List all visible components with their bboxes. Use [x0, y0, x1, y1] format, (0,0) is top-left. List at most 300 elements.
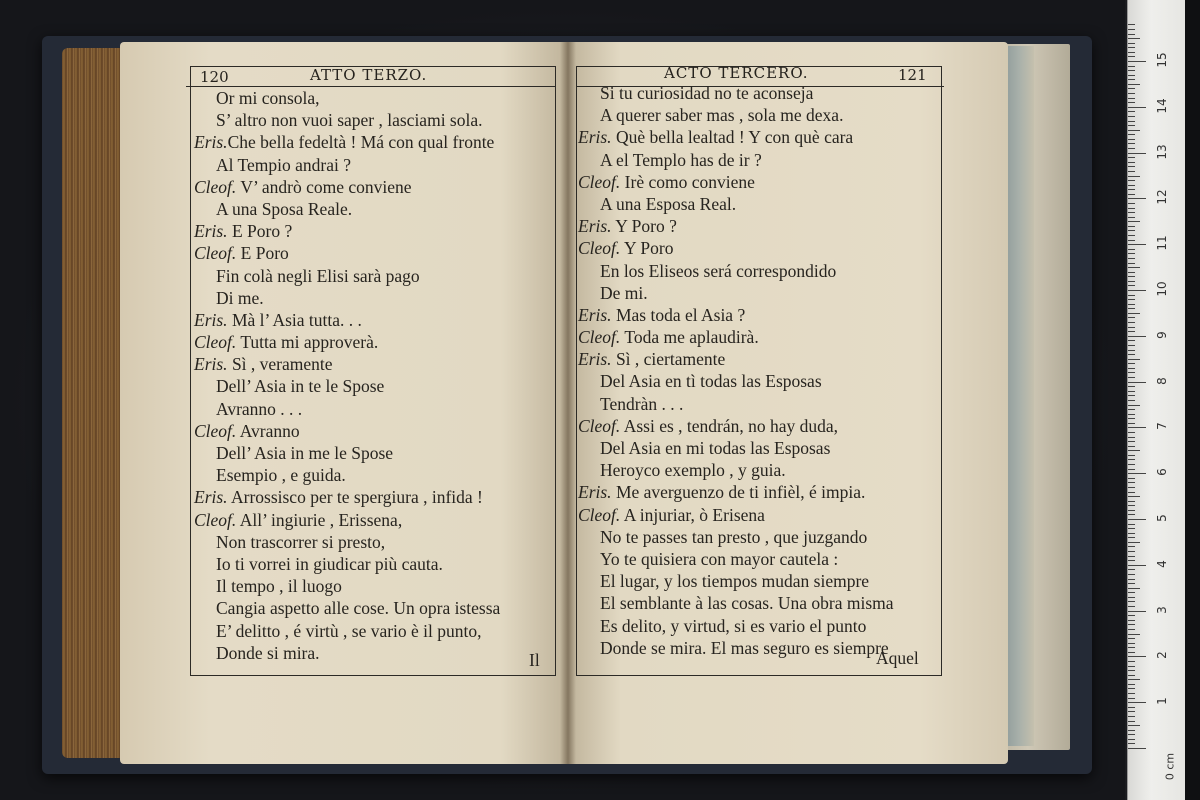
line-text: Arrossisco per te spergiura , infida !	[227, 487, 483, 508]
ruler-tick	[1128, 84, 1140, 85]
text-line	[194, 176, 554, 198]
ruler-tick	[1128, 24, 1135, 25]
ruler-tick	[1128, 386, 1135, 387]
text-line	[194, 597, 554, 619]
ruler-tick	[1128, 679, 1140, 680]
text-line	[194, 464, 554, 486]
left-text-lines	[194, 87, 554, 664]
ruler-tick	[1128, 542, 1140, 543]
ruler-tick	[1128, 102, 1135, 103]
line-text: All’ ingiurie , Erissena,	[236, 509, 403, 530]
text-line	[194, 575, 554, 597]
ruler-tick	[1128, 711, 1135, 712]
ruler-tick	[1128, 395, 1135, 396]
ruler-tick	[1128, 519, 1146, 520]
ruler-tick	[1128, 166, 1135, 167]
line-text: Del Asia en tì todas las Esposas	[600, 371, 822, 392]
ruler-tick	[1128, 226, 1135, 227]
ruler-tick	[1128, 624, 1135, 625]
ruler-tick	[1128, 698, 1135, 699]
ruler-tick	[1128, 450, 1140, 451]
speaker-name: Cleof.	[578, 504, 621, 525]
ruler-tick	[1128, 510, 1135, 511]
line-text: Al Tempio andrai ?	[216, 154, 352, 175]
line-text: Mà l’ Asia tutta. . .	[227, 309, 362, 330]
ruler-tick	[1128, 400, 1135, 401]
ruler-tick	[1128, 322, 1135, 323]
speaker-name: Cleof.	[578, 238, 621, 259]
speaker-name: Eris.	[578, 304, 612, 325]
ruler-tick	[1128, 176, 1140, 177]
line-text: Di me.	[216, 287, 264, 308]
ruler-tick	[1128, 734, 1135, 735]
right-page-number: 121	[898, 66, 927, 84]
ruler-tick	[1128, 546, 1135, 547]
ruler-tick	[1128, 285, 1135, 286]
ruler-number: 2	[1155, 651, 1169, 660]
ruler-tick	[1128, 313, 1140, 314]
line-text: En los Eliseos será correspondido	[600, 260, 837, 281]
line-text: Me averguenzo de ti infièl, é impia.	[611, 482, 866, 503]
line-text: Donde si mira.	[216, 642, 320, 663]
ruler-tick	[1128, 198, 1146, 199]
ruler-tick	[1128, 350, 1135, 351]
ruler-tick	[1128, 414, 1135, 415]
line-text: Il tempo , il luogo	[216, 576, 342, 597]
speaker-name: Eris.	[578, 482, 612, 503]
ruler-tick	[1128, 61, 1146, 62]
text-line	[578, 149, 940, 171]
text-line	[194, 486, 554, 508]
ruler-tick	[1128, 579, 1135, 580]
ruler-number: 11	[1155, 235, 1169, 251]
ruler-tick	[1128, 354, 1135, 355]
ruler-tick	[1128, 391, 1135, 392]
ruler-tick	[1128, 185, 1135, 186]
ruler-tick	[1128, 299, 1135, 300]
ruler-tick	[1128, 684, 1135, 685]
line-text: Donde se mira. El mas seguro es siempre	[600, 637, 889, 658]
ruler-tick	[1128, 253, 1135, 254]
ruler-tick	[1128, 308, 1135, 309]
ruler-tick	[1128, 116, 1135, 117]
ruler-tick	[1128, 290, 1146, 291]
line-text: Y Poro ?	[611, 216, 677, 237]
text-line	[578, 171, 940, 193]
text-line	[194, 87, 554, 109]
ruler-tick	[1128, 533, 1135, 534]
ruler-tick	[1128, 56, 1135, 57]
text-line	[578, 82, 940, 104]
line-text: Tutta mi approverà.	[236, 332, 379, 353]
line-text: El lugar, y los tiempos mudan siempre	[600, 571, 870, 592]
ruler-tick	[1128, 505, 1135, 506]
ruler-tick	[1128, 656, 1146, 657]
ruler-number: 9	[1155, 330, 1169, 339]
line-text: E Poro ?	[227, 221, 293, 242]
ruler-tick	[1128, 524, 1135, 525]
ruler-tick	[1128, 643, 1135, 644]
ruler-number: 4	[1155, 559, 1169, 568]
ruler-tick	[1128, 208, 1135, 209]
ruler-tick	[1128, 43, 1135, 44]
ruler-tick	[1128, 304, 1135, 305]
ruler-tick	[1128, 652, 1135, 653]
line-text: Irè como conviene	[620, 171, 755, 192]
ruler-number: 14	[1155, 98, 1169, 114]
ruler-tick	[1128, 189, 1135, 190]
text-line	[194, 131, 554, 153]
ruler-tick	[1128, 34, 1135, 35]
line-text: De mi.	[600, 282, 648, 303]
ruler-tick	[1128, 423, 1135, 424]
page-edges-inner	[1004, 46, 1034, 746]
ruler-tick	[1128, 180, 1135, 181]
ruler-tick	[1128, 249, 1135, 250]
ruler-tick	[1128, 88, 1135, 89]
ruler-tick	[1128, 464, 1135, 465]
speaker-name: Cleof.	[578, 415, 621, 436]
ruler-tick	[1128, 615, 1135, 616]
text-line	[194, 154, 554, 176]
text-line	[578, 592, 940, 614]
ruler-tick	[1128, 363, 1135, 364]
ruler-tick	[1128, 52, 1135, 53]
ruler-tick	[1128, 446, 1135, 447]
text-line	[194, 642, 554, 664]
ruler-tick	[1128, 157, 1135, 158]
ruler-tick	[1128, 597, 1135, 598]
line-text: Es delito, y virtud, si es vario el punto	[600, 615, 867, 636]
ruler-tick	[1128, 716, 1135, 717]
speaker-name: Eris.	[578, 216, 612, 237]
ruler-tick	[1128, 666, 1135, 667]
ruler-unit-label: 0 cm	[1163, 752, 1177, 781]
text-line	[194, 398, 554, 420]
ruler-tick	[1128, 230, 1135, 231]
text-line	[578, 126, 940, 148]
text-line	[194, 331, 554, 353]
line-text: Toda me aplaudirà.	[620, 327, 759, 348]
book-gutter	[560, 42, 576, 764]
ruler-number: 5	[1155, 514, 1169, 522]
speaker-name: Cleof.	[194, 420, 237, 441]
ruler-tick	[1128, 432, 1135, 433]
ruler-tick	[1128, 514, 1135, 515]
ruler-tick	[1128, 405, 1140, 406]
text-line	[578, 415, 940, 437]
ruler-tick	[1128, 79, 1135, 80]
ruler-tick	[1128, 217, 1135, 218]
ruler-tick	[1128, 437, 1135, 438]
ruler-tick	[1128, 675, 1135, 676]
line-text: Sì , veramente	[227, 354, 333, 375]
ruler-tick	[1128, 340, 1135, 341]
ruler-tick	[1128, 244, 1146, 245]
line-text: Avranno	[236, 420, 300, 441]
line-text: Cangia aspetto alle cose. Un opra istessa	[216, 598, 501, 619]
ruler-number: 13	[1155, 143, 1169, 160]
line-text: Non trascorrer si presto,	[216, 531, 386, 552]
line-text: Sì , ciertamente	[611, 349, 726, 370]
text-line	[578, 348, 940, 370]
text-line	[578, 570, 940, 592]
text-line	[578, 548, 940, 570]
ruler-tick	[1128, 327, 1135, 328]
line-text: Dell’ Asia in te le Spose	[216, 376, 385, 397]
ruler-tick	[1128, 743, 1135, 744]
line-text: Dell’ Asia in me le Spose	[216, 443, 394, 463]
ruler-tick	[1128, 638, 1135, 639]
ruler-tick	[1128, 372, 1135, 373]
line-text: Io ti vorrei in giudicar più cauta.	[216, 553, 443, 574]
text-line	[578, 393, 940, 415]
ruler-tick	[1128, 331, 1135, 332]
ruler-tick	[1128, 473, 1146, 474]
line-text: Mas toda el Asia ?	[611, 304, 746, 325]
ruler-tick	[1128, 47, 1135, 48]
ruler-tick	[1128, 75, 1135, 76]
ruler-tick	[1128, 171, 1135, 172]
speaker-name: Eris.	[194, 309, 228, 330]
text-line	[194, 531, 554, 553]
text-line	[578, 215, 940, 237]
ruler-tick	[1128, 620, 1135, 621]
text-line	[578, 370, 940, 392]
speaker-name: Cleof.	[194, 509, 237, 530]
line-text: E’ delitto , é virtù , se vario è il punto,	[216, 620, 482, 641]
text-line	[194, 198, 554, 220]
text-line	[194, 287, 554, 309]
text-line	[194, 109, 554, 131]
text-line	[578, 282, 940, 304]
ruler-number: 7	[1155, 422, 1169, 431]
ruler-number: 10	[1155, 281, 1169, 297]
text-line	[578, 326, 940, 348]
ruler-tick	[1128, 611, 1146, 612]
text-line	[194, 442, 554, 464]
ruler-tick	[1128, 345, 1135, 346]
line-text: Heroyco exemplo , y guia.	[600, 460, 786, 481]
ruler-tick	[1128, 336, 1146, 337]
line-text: Che bella fedeltà ! Má con qual fronte	[227, 132, 495, 153]
ruler-tick	[1128, 409, 1135, 410]
ruler-tick	[1128, 258, 1135, 259]
ruler-tick	[1128, 107, 1146, 108]
text-line	[194, 553, 554, 575]
speaker-name: Cleof.	[194, 176, 237, 197]
ruler-tick	[1128, 98, 1135, 99]
line-text: A injuriar, ò Erisena	[620, 504, 765, 525]
ruler-tick	[1128, 634, 1140, 635]
ruler-tick	[1128, 38, 1140, 39]
line-text: Si tu curiosidad no te aconseja	[600, 83, 814, 103]
ruler-tick	[1128, 482, 1135, 483]
line-text: Assi es , tendrán, no hay duda,	[620, 415, 839, 436]
line-text: S’ altro non vuoi saper , lasciami sola.	[216, 110, 483, 131]
speaker-name: Eris.	[578, 127, 612, 148]
ruler-tick	[1128, 702, 1146, 703]
text-line	[578, 459, 940, 481]
ruler-tick	[1128, 317, 1135, 318]
right-running-head: ACTO TERCERO.	[664, 64, 809, 82]
ruler-tick	[1128, 569, 1135, 570]
ruler-tick	[1128, 295, 1135, 296]
ruler-tick	[1128, 739, 1135, 740]
ruler-tick	[1128, 272, 1135, 273]
ruler-tick	[1128, 276, 1135, 277]
line-text: Yo te quisiera con mayor cautela :	[600, 548, 839, 569]
ruler-edge	[1185, 0, 1200, 800]
ruler-tick	[1128, 368, 1135, 369]
line-text: Y Poro	[620, 238, 674, 259]
ruler-tick	[1128, 148, 1135, 149]
ruler-tick	[1128, 574, 1135, 575]
ruler-tick	[1128, 725, 1140, 726]
line-text: A una Esposa Real.	[600, 193, 737, 214]
ruler-tick	[1128, 496, 1140, 497]
right-text-lines	[578, 82, 940, 659]
ruler-tick	[1128, 537, 1135, 538]
ruler-tick	[1128, 455, 1135, 456]
speaker-name: Eris.	[578, 349, 612, 370]
ruler-tick	[1128, 601, 1135, 602]
ruler-tick	[1128, 93, 1135, 94]
ruler-tick	[1128, 501, 1135, 502]
text-line	[194, 620, 554, 642]
line-text: A el Templo has de ir ?	[600, 149, 762, 170]
speaker-name: Eris.	[194, 132, 228, 153]
text-line	[578, 437, 940, 459]
ruler-number: 8	[1155, 376, 1169, 385]
ruler-number: 12	[1155, 189, 1169, 206]
ruler-tick	[1128, 134, 1135, 135]
ruler-tick	[1128, 121, 1135, 122]
ruler-tick	[1128, 528, 1135, 529]
text-line	[194, 220, 554, 242]
ruler-tick	[1128, 359, 1140, 360]
ruler-tick	[1128, 661, 1135, 662]
text-line	[578, 237, 940, 259]
speaker-name: Cleof.	[194, 332, 237, 353]
text-line	[194, 242, 554, 264]
ruler-tick	[1128, 592, 1135, 593]
left-running-head: ATTO TERZO.	[310, 66, 428, 84]
speaker-name: Cleof.	[194, 243, 237, 264]
ruler-tick	[1128, 267, 1140, 268]
line-text: Tendràn . . .	[600, 393, 684, 414]
ruler-tick	[1128, 588, 1140, 589]
ruler-tick	[1128, 212, 1135, 213]
ruler-tick	[1128, 240, 1135, 241]
line-text: Del Asia en mi todas las Esposas	[600, 438, 831, 458]
ruler-tick	[1128, 707, 1135, 708]
ruler-tick	[1128, 647, 1135, 648]
ruler-tick	[1128, 139, 1135, 140]
ruler-tick	[1128, 203, 1135, 204]
ruler-tick	[1128, 66, 1135, 67]
ruler-tick	[1128, 565, 1146, 566]
ruler-tick	[1128, 721, 1135, 722]
line-text: El semblante à las cosas. Una obra misma	[600, 593, 894, 614]
line-text: Esempio , e guida.	[216, 465, 346, 486]
left-catchword: Il	[529, 650, 540, 670]
ruler-tick	[1128, 606, 1135, 607]
line-text: Fin colà negli Elisi sarà pago	[216, 265, 420, 286]
line-text: Avranno . . .	[216, 398, 303, 419]
line-text: Or mi consola,	[216, 88, 320, 108]
text-line	[578, 304, 940, 326]
line-text: V’ andrò come conviene	[236, 176, 412, 197]
ruler-tick	[1128, 670, 1135, 671]
text-line	[578, 526, 940, 548]
ruler-tick	[1128, 688, 1135, 689]
ruler-tick	[1128, 693, 1135, 694]
right-catchword: Aquel	[876, 648, 919, 668]
ruler-number: 15	[1155, 52, 1169, 68]
ruler-tick	[1128, 235, 1135, 236]
ruler-tick	[1128, 143, 1135, 144]
ruler-tick	[1128, 70, 1135, 71]
ruler-tick	[1128, 427, 1146, 428]
ruler-tick	[1128, 194, 1135, 195]
ruler-tick	[1128, 748, 1146, 749]
ruler-tick	[1128, 377, 1135, 378]
line-text: A una Sposa Reale.	[216, 198, 353, 219]
text-line	[578, 504, 940, 526]
ruler-tick	[1128, 29, 1135, 30]
ruler-tick	[1128, 441, 1135, 442]
ruler-tick	[1128, 281, 1135, 282]
ruler-tick	[1128, 130, 1140, 131]
ruler-tick	[1128, 478, 1135, 479]
ruler-tick	[1128, 551, 1135, 552]
ruler-tick	[1128, 556, 1135, 557]
speaker-name: Cleof.	[578, 171, 621, 192]
text-line	[578, 615, 940, 637]
ruler-tick	[1128, 382, 1146, 383]
text-line	[194, 420, 554, 442]
ruler-tick	[1128, 153, 1146, 154]
text-line	[578, 104, 940, 126]
ruler-tick	[1128, 492, 1135, 493]
ruler-tick	[1128, 418, 1135, 419]
left-page-number: 120	[200, 68, 229, 86]
ruler-tick	[1128, 162, 1135, 163]
speaker-name: Eris.	[194, 487, 228, 508]
speaker-name: Eris.	[194, 354, 228, 375]
speaker-name: Cleof.	[578, 327, 621, 348]
ruler-tick	[1128, 583, 1135, 584]
ruler-tick	[1128, 629, 1135, 630]
ruler-tick	[1128, 111, 1135, 112]
ruler-tick	[1128, 221, 1140, 222]
text-line	[578, 260, 940, 282]
line-text: A querer saber mas , sola me dexa.	[600, 105, 844, 126]
line-text: E Poro	[236, 243, 289, 264]
ruler-tick	[1128, 730, 1135, 731]
ruler-tick	[1128, 125, 1135, 126]
measurement-ruler	[1127, 0, 1186, 800]
speaker-name: Eris.	[194, 221, 228, 242]
text-line	[194, 265, 554, 287]
ruler-number: 1	[1155, 697, 1169, 706]
ruler-tick	[1128, 459, 1135, 460]
ruler-tick	[1128, 487, 1135, 488]
ruler-number: 6	[1155, 468, 1169, 477]
text-line	[194, 309, 554, 331]
ruler-tick	[1128, 263, 1135, 264]
